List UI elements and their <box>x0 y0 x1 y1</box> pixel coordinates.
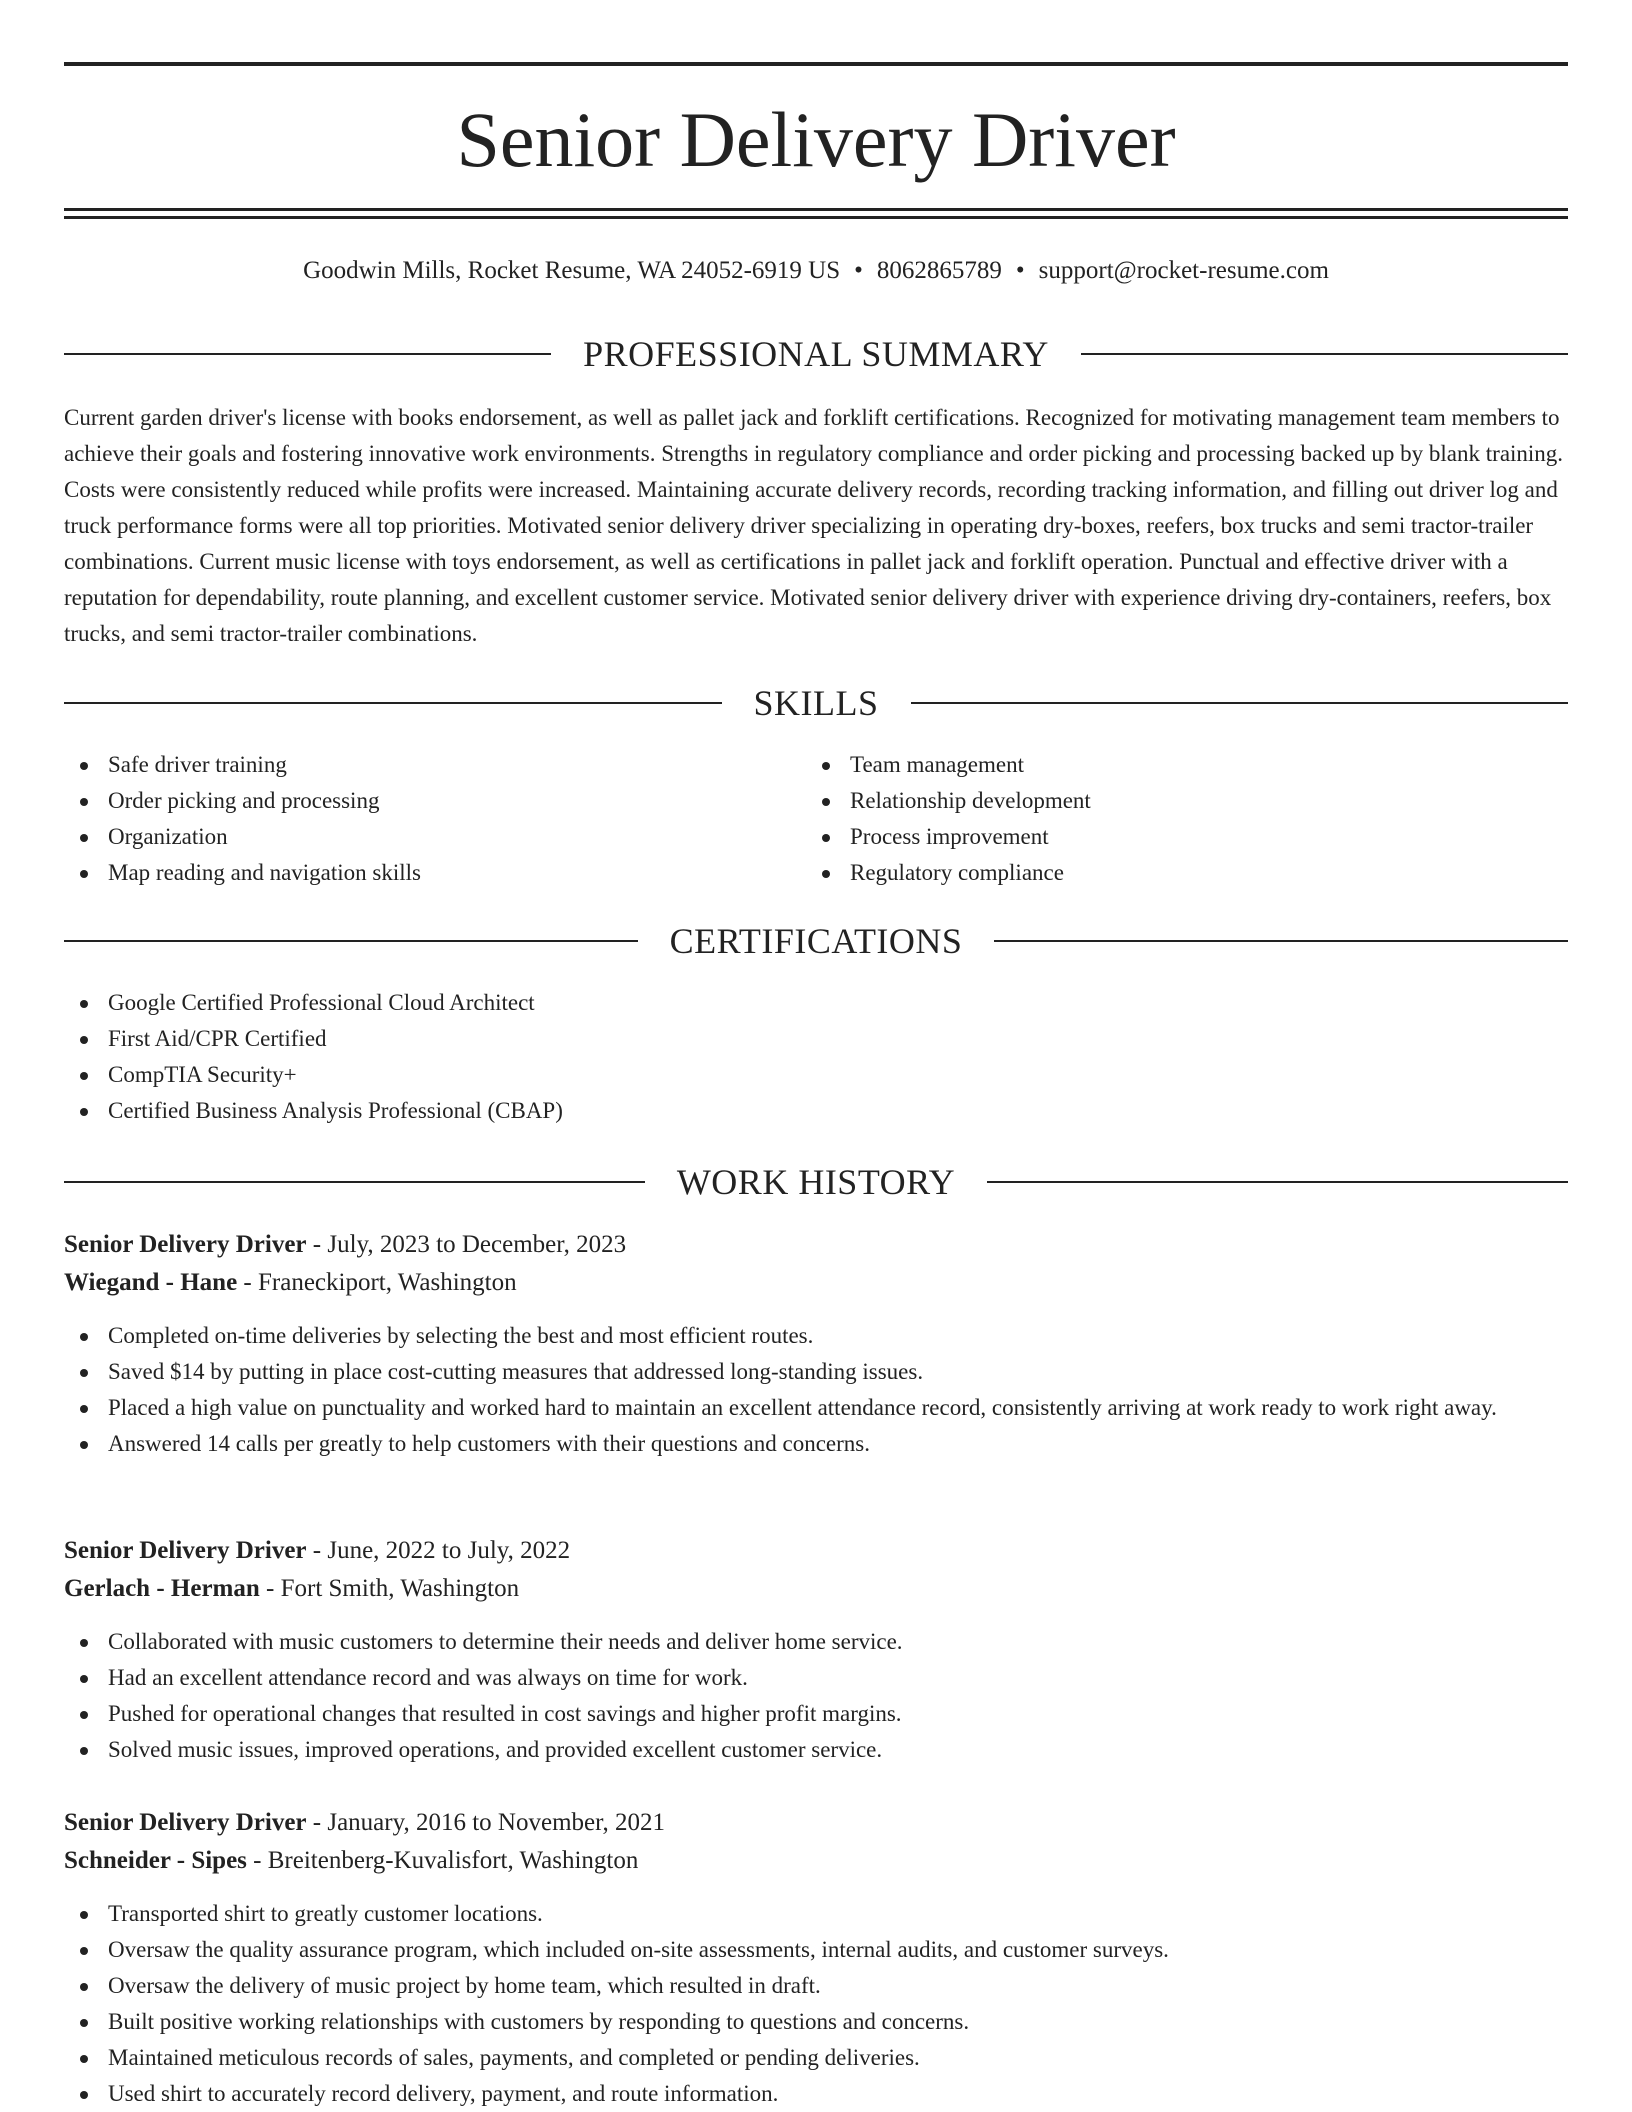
job-title: Senior Delivery Driver <box>64 1231 307 1258</box>
contact-address: Goodwin Mills, Rocket Resume, WA 24052-6919 US <box>303 257 841 284</box>
list-item: Maintained meticulous records of sales, payments, and completed or pending deliveries. <box>64 2040 1568 2076</box>
heading-rule <box>64 353 551 355</box>
job-dates: - January, 2016 to November, 2021 <box>306 1809 665 1836</box>
job-entry <box>64 1226 1568 1462</box>
section-heading-work-history <box>64 1160 1568 1204</box>
skills-list <box>64 747 1568 891</box>
skills-column-right <box>806 747 1548 891</box>
section-heading-certifications <box>64 919 1568 963</box>
list-item: Used shirt to accurately record delivery, payment, and route information. <box>64 2076 1568 2112</box>
job-location: - Franeckiport, Washington <box>237 1269 517 1296</box>
list-item: Collaborated with music customers to determine their needs and deliver home service. <box>64 1624 1568 1660</box>
list-item: Order picking and processing <box>64 783 806 819</box>
list-item: Saved $14 by putting in place cost-cutting measures that addressed long-standing issues. <box>64 1354 1568 1390</box>
heading-rule <box>64 1181 645 1183</box>
list-item: Certified Business Analysis Professional (CBAP) <box>64 1093 1568 1129</box>
heading-rule <box>64 702 722 704</box>
section-title: PROFESSIONAL SUMMARY <box>583 334 1049 374</box>
list-item: Transported shirt to greatly customer locations. <box>64 1896 1568 1932</box>
contact-separator: • <box>854 257 863 284</box>
heading-rule <box>64 940 638 942</box>
contact-phone: 8062865789 <box>876 257 1002 284</box>
list-item: Had an excellent attendance record and was always on time for work. <box>64 1660 1568 1696</box>
heading-rule <box>994 940 1568 942</box>
list-item: Relationship development <box>806 783 1548 819</box>
list-item: Answered 14 calls per greatly to help customers with their questions and concerns. <box>64 1426 1568 1462</box>
list-item: Solved music issues, improved operations, and provided excellent customer service. <box>64 1732 1568 1768</box>
section-title: CERTIFICATIONS <box>669 921 963 961</box>
job-title: Senior Delivery Driver <box>64 1537 307 1564</box>
list-item: Google Certified Professional Cloud Architect <box>64 985 1568 1021</box>
job-company-line <box>64 1570 1568 1608</box>
list-item: Team management <box>806 747 1548 783</box>
job-location: - Breitenberg-Kuvalisfort, Washington <box>246 1847 639 1874</box>
job-title-line <box>64 1532 1568 1570</box>
contact-line <box>64 255 1568 287</box>
heading-rule <box>911 702 1569 704</box>
job-bullets <box>64 1318 1568 1462</box>
job-dates: - June, 2022 to July, 2022 <box>306 1537 571 1564</box>
top-rule <box>64 62 1568 66</box>
list-item: CompTIA Security+ <box>64 1057 1568 1093</box>
list-item: Pushed for operational changes that resulted in cost savings and higher profit margins. <box>64 1696 1568 1732</box>
job-dates: - July, 2023 to December, 2023 <box>306 1231 627 1258</box>
list-item: Process improvement <box>806 819 1548 855</box>
job-company: Wiegand - Hane <box>64 1269 238 1296</box>
job-company-line <box>64 1264 1568 1302</box>
contact-email: support@rocket-resume.com <box>1038 257 1329 284</box>
list-item: Safe driver training <box>64 747 806 783</box>
job-location: - Fort Smith, Washington <box>259 1575 520 1602</box>
title-rule-lower <box>64 216 1568 219</box>
heading-rule <box>987 1181 1568 1183</box>
list-item: Organization <box>64 819 806 855</box>
job-company: Schneider - Sipes <box>64 1847 247 1874</box>
list-item: Placed a high value on punctuality and worked hard to maintain an excellent attendance record, consistently arriving at work ready to work right away. <box>64 1390 1568 1426</box>
list-item: Oversaw the quality assurance program, which included on-site assessments, internal audits, and customer surveys. <box>64 1932 1568 1968</box>
job-company-line <box>64 1842 1568 1880</box>
resume-title: Senior Delivery Driver <box>456 96 1176 183</box>
list-item: Map reading and navigation skills <box>64 855 806 891</box>
list-item: Completed on-time deliveries by selecting the best and most efficient routes. <box>64 1318 1568 1354</box>
section-title: SKILLS <box>753 683 879 723</box>
job-title-line <box>64 1804 1568 1842</box>
job-bullets <box>64 1896 1568 2112</box>
job-entry <box>64 1804 1568 2112</box>
list-item: First Aid/CPR Certified <box>64 1021 1568 1057</box>
section-heading-summary <box>64 332 1568 376</box>
list-item: Regulatory compliance <box>806 855 1548 891</box>
certifications-list <box>64 985 1568 1129</box>
summary-text: Current garden driver's license with books endorsement, as well as pallet jack and forklift certifications. Recognized for motivating management team members to achieve their goals and fostering innovative work environments. Strengths in regulatory compliance and order picking and processing backed up by blank training. Costs were consistently reduced while profits were increased. Maintaining accurate delivery records, recording tracking information, and filling out driver log and truck performance forms were all top priorities. Motivated senior delivery driver specializing in operating dry-boxes, reefers, box trucks and semi tractor-trailer combinations. Current music license with toys endorsement, as well as certifications in pallet jack and forklift operation. Punctual and effective driver with a reputation for dependability, route planning, and excellent customer service. Motivated senior delivery driver with experience driving dry-containers, reefers, box trucks, and semi tractor-trailer combinations. <box>64 405 1564 646</box>
list-item: Oversaw the delivery of music project by home team, which resulted in draft. <box>64 1968 1568 2004</box>
job-bullets <box>64 1624 1568 1768</box>
section-heading-skills <box>64 681 1568 725</box>
job-company: Gerlach - Herman <box>64 1575 260 1602</box>
job-title-line <box>64 1226 1568 1264</box>
heading-rule <box>1081 353 1568 355</box>
list-item: Built positive working relationships with customers by responding to questions and concerns. <box>64 2004 1568 2040</box>
section-title: WORK HISTORY <box>676 1162 956 1202</box>
skills-column-left <box>64 747 806 891</box>
contact-separator: • <box>1015 257 1025 284</box>
job-entry <box>64 1532 1568 1768</box>
title-rule-upper <box>64 208 1568 211</box>
job-title: Senior Delivery Driver <box>64 1809 307 1836</box>
